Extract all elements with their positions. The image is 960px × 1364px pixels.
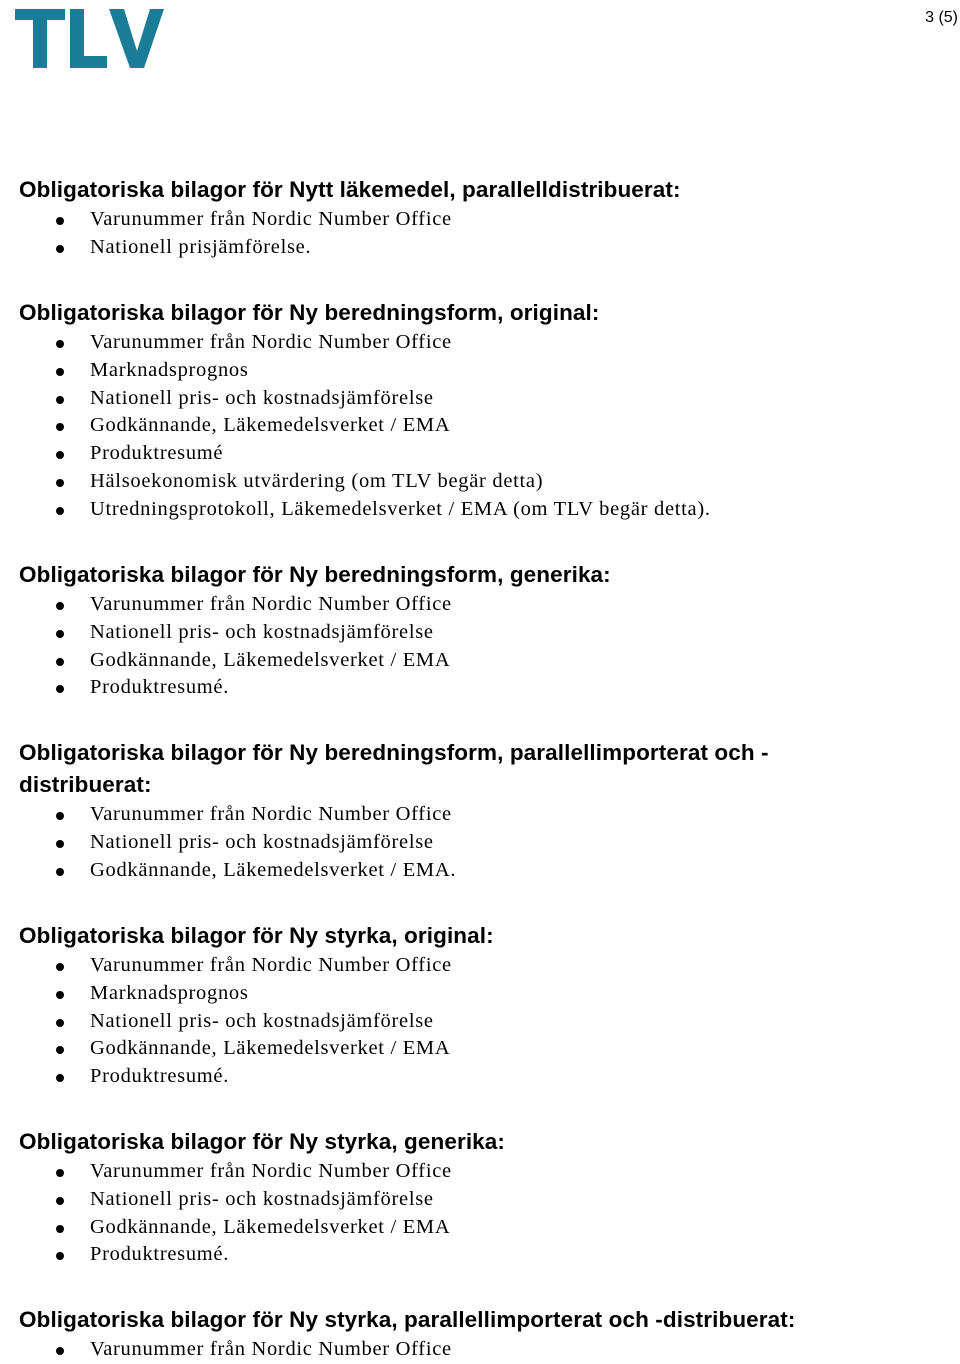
attachment-list (19, 591, 919, 702)
list-item: Nationell pris- och kostnadsjämförelse (19, 1008, 919, 1036)
list-item: Godkännande, Läkemedelsverket / EMA. (19, 857, 919, 885)
bullet-icon (56, 602, 64, 610)
list-item: Varunummer från Nordic Number Office (19, 1336, 919, 1364)
list-item: Varunummer från Nordic Number Office (19, 329, 919, 357)
list-item: Marknadsprognos (19, 357, 919, 385)
bullet-icon (56, 1046, 64, 1054)
section-ny-styrka-parallellimporterat (19, 1304, 919, 1364)
bullet-icon (56, 507, 64, 515)
bullet-icon (56, 658, 64, 666)
list-item: Varunummer från Nordic Number Office (19, 1158, 919, 1186)
bullet-icon (56, 423, 64, 431)
list-item: Utredningsprotokoll, Läkemedelsverket / EMA (om TLV begär detta). (19, 496, 919, 524)
bullet-icon (56, 1074, 64, 1082)
section-heading: Obligatoriska bilagor för Nytt läkemedel, parallelldistribuerat: (19, 177, 681, 202)
section-ny-styrka-generika (19, 1126, 919, 1269)
bullet-icon (56, 1252, 64, 1260)
list-item: Produktresumé. (19, 1063, 919, 1091)
bullet-icon (56, 630, 64, 638)
bullet-icon (56, 1019, 64, 1027)
list-item: Varunummer från Nordic Number Office (19, 206, 919, 234)
list-item: Nationell pris- och kostnadsjämförelse (19, 829, 919, 857)
bullet-icon (56, 1225, 64, 1233)
list-item: Nationell pris- och kostnadsjämförelse (19, 385, 919, 413)
list-item: Varunummer från Nordic Number Office (19, 591, 919, 619)
section-ny-beredningsform-parallellimporterat (19, 737, 919, 884)
bullet-icon (56, 812, 64, 820)
section-ny-beredningsform-original (19, 297, 919, 524)
list-item: Marknadsprognos (19, 980, 919, 1008)
list-item: Varunummer från Nordic Number Office (19, 801, 919, 829)
section-ny-styrka-original (19, 920, 919, 1091)
bullet-icon (56, 396, 64, 404)
bullet-icon (56, 963, 64, 971)
bullet-icon (56, 1169, 64, 1177)
attachment-list (19, 1336, 919, 1364)
attachment-list (19, 1158, 919, 1269)
bullet-icon (56, 868, 64, 876)
section-heading: Obligatoriska bilagor för Ny beredningsform, parallellimporterat och - distribuerat: (19, 740, 769, 797)
bullet-icon (56, 368, 64, 376)
section-heading: Obligatoriska bilagor för Ny styrka, parallellimporterat och -distribuerat: (19, 1307, 796, 1332)
list-item: Godkännande, Läkemedelsverket / EMA (19, 1035, 919, 1063)
bullet-icon (56, 991, 64, 999)
attachment-list (19, 801, 919, 884)
section-heading: Obligatoriska bilagor för Ny styrka, original: (19, 923, 494, 948)
list-item: Produktresumé. (19, 674, 919, 702)
section-nytt-lakemedel-parallelldistribuerat (19, 174, 919, 262)
list-item: Nationell pris- och kostnadsjämförelse (19, 619, 919, 647)
list-item: Produktresumé. (19, 1241, 919, 1269)
bullet-icon (56, 217, 64, 225)
list-item: Godkännande, Läkemedelsverket / EMA (19, 412, 919, 440)
list-item: Varunummer från Nordic Number Office (19, 952, 919, 980)
list-item: Godkännande, Läkemedelsverket / EMA (19, 1214, 919, 1242)
bullet-icon (56, 451, 64, 459)
list-item: Produktresumé (19, 440, 919, 468)
page-number: 3 (5) (925, 9, 958, 26)
list-item: Godkännande, Läkemedelsverket / EMA (19, 647, 919, 675)
list-item: Nationell pris- och kostnadsjämförelse (19, 1186, 919, 1214)
bullet-icon (56, 340, 64, 348)
bullet-icon (56, 685, 64, 693)
bullet-icon (56, 1347, 64, 1355)
bullet-icon (56, 1197, 64, 1205)
attachment-list (19, 329, 919, 524)
section-heading: Obligatoriska bilagor för Ny styrka, generika: (19, 1129, 505, 1154)
bullet-icon (56, 245, 64, 253)
attachment-list (19, 952, 919, 1091)
list-item: Nationell prisjämförelse. (19, 234, 919, 262)
bullet-icon (56, 479, 64, 487)
section-heading: Obligatoriska bilagor för Ny beredningsform, generika: (19, 562, 611, 587)
attachment-list (19, 206, 919, 262)
section-ny-beredningsform-generika (19, 559, 919, 702)
list-item: Hälsoekonomisk utvärdering (om TLV begär detta) (19, 468, 919, 496)
section-heading: Obligatoriska bilagor för Ny beredningsform, original: (19, 300, 600, 325)
tlv-logo (15, 6, 165, 70)
bullet-icon (56, 840, 64, 848)
